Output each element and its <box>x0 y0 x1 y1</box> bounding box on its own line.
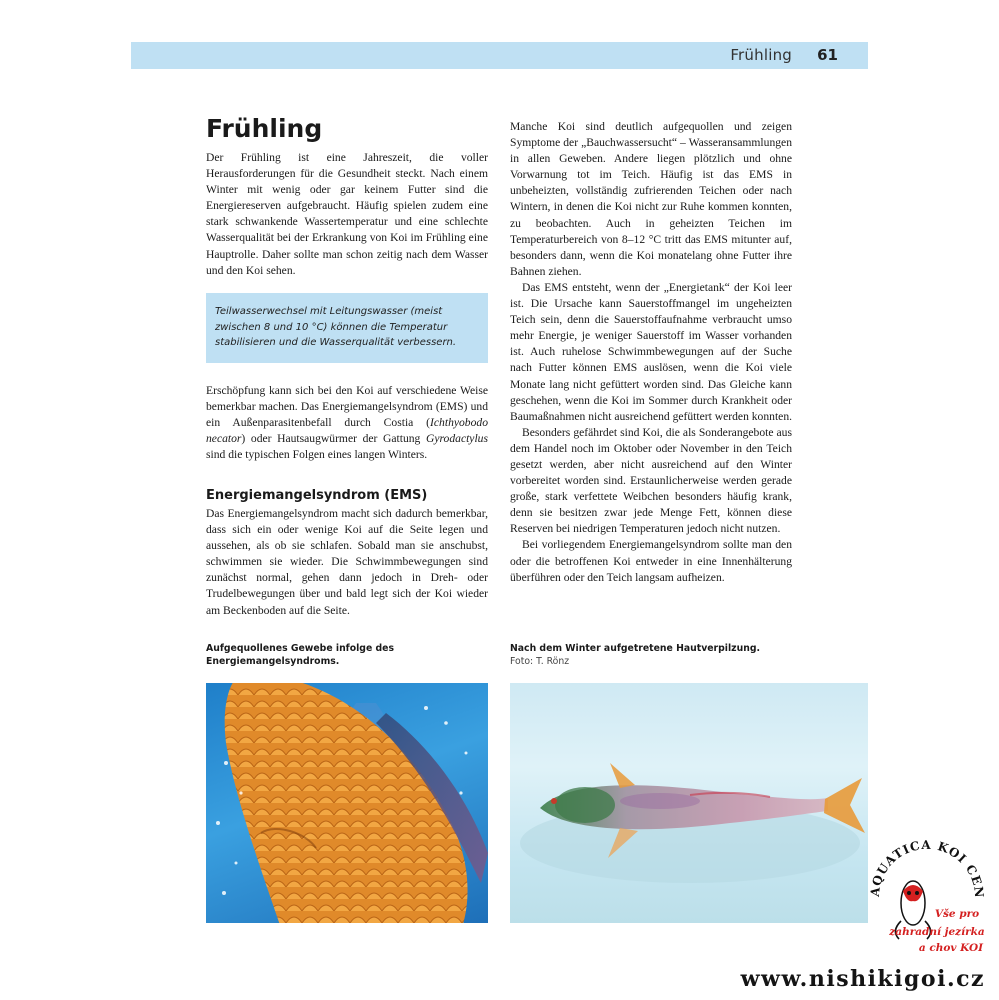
right-paragraph-4: Bei vorliegendem Energiemangelsyndrom sollte man den oder die betroffenen Koi entweder in eine Innenhälterung überführen oder den Teich langsam aufheizen. <box>510 538 792 584</box>
koi-illustration-left <box>206 683 488 923</box>
svg-text:AQUATICA KOI CENTRUM <box>865 835 986 899</box>
exhaustion-paragraph <box>206 383 488 463</box>
running-header <box>131 42 868 69</box>
logo-slogan-line-1: Vše pro <box>934 908 980 920</box>
watermark-url: www.nishikigoi.cz <box>740 966 985 992</box>
ems-paragraph <box>206 506 488 619</box>
photo-caption-left <box>206 642 491 668</box>
header-section-title: Frühling <box>730 46 792 64</box>
tip-box <box>206 293 488 363</box>
photo-fungal-koi <box>510 683 868 923</box>
photo-caption-right <box>510 642 810 668</box>
right-paragraph-2: Das EMS entsteht, wenn der „Energietank“ der Koi leer ist. Die Ursache kann Sauerstoffmangel im ungeheizten Teich sein, denn die Sauerstoffaufnahme verbraucht umso mehr Energie, je weniger Sauerstoff im Wasser vorhanden ist. Auch ruhelose Schwimmbewegungen auf der Suche nach Futter können EMS auslösen, wenn die Koi viele Monate lang nicht gefüttert worden sind. Das Gleiche kann geschehen, wenn die Koi im Sommer durch Krankheit oder Baumaßnahmen nicht ausreichend gefüttert werden konnten. <box>510 280 793 423</box>
ems-text: Das Energiemangelsyndrom macht sich dadurch bemerkbar, dass sich ein oder wenige Koi auf die Seite legen und aussehen, als ob sie schlafen. Sobald man sie anschubst, schwimmen sie wieder. Die Schwimmbewegungen sind zunächst normal, gehen dann jedoch in Dreh- oder Trudelbewegungen über und bald legt sich der Koi wieder am Beckenboden auf die Seite. <box>206 507 488 617</box>
right-paragraph-3: Besonders gefährdet sind Koi, die als Sonderangebote aus dem Handel noch im Oktober oder November in den Teich gesetzt werden, aber nicht ausreichend auf den Winter vorbereitet worden sind. Erstaunlicherweise werden gerade große, stark verfettete Weibchen besonders häufig krank, denn sie besitzen zwar jede Menge Fett, können diese Reserven bei niedrigen Temperaturen jedoch nicht nutzen. <box>510 425 792 536</box>
intro-paragraph <box>206 150 488 279</box>
section-heading-ems: Energiemangelsyndrom (EMS) <box>206 488 428 503</box>
right-column <box>510 119 792 586</box>
species-name-costia: Ichthyobodo necator <box>206 416 488 446</box>
logo-ring-text: AQUATICA KOI CEN <box>867 837 987 899</box>
logo-slogan-line-2: zahradní jezírka <box>889 926 985 938</box>
koi-logo-icon <box>865 835 990 970</box>
exhaustion-text <box>206 383 488 463</box>
exhaustion-text-3: sind die typischen Folgen eines langen Winters. <box>206 448 428 462</box>
tip-text: Teilwasserwechsel mit Leitungswasser (meist zwischen 8 und 10 °C) können die Temperatur stabilisieren und die Wasserqualität verbessern. <box>215 306 457 349</box>
photo-credit: Foto: T. Rönz <box>510 656 570 667</box>
genus-name-gyrodactylus: Gyrodactylus <box>425 432 488 446</box>
caption-left-text: Aufgequollenes Gewebe infolge des Energiemangelsyndroms. <box>206 643 394 667</box>
caption-right-text: Nach dem Winter aufgetretene Hautverpilzung. <box>510 643 761 654</box>
exhaustion-text-1: Erschöpfung kann sich bei den Koi auf verschiedene Weise bemerkbar machen. Das Energiemangelsyndrom (EMS) und ein Außenparasitenbefall durch Costia ( <box>206 384 488 430</box>
chapter-title: Frühling <box>206 114 323 143</box>
page-number: 61 <box>817 46 838 64</box>
intro-text: Der Frühling ist eine Jahreszeit, die voller Herausforderungen für die Gesundheit steckt. Nach einem Winter mit wenig oder gar keinem Futter sind die Energiereserven aufgebraucht. Häufig spielen zudem eine stark schwankende Wassertemperatur und eine schlechte Wasserqualität bei der Erkrankung von Koi im Frühling eine Hauptrolle. Daher sollte man schon zeitig nach dem Wasser und den Koi sehen. <box>206 151 488 277</box>
logo-slogan-line-3: a chov KOI <box>918 942 984 954</box>
exhaustion-text-2: ) oder Hautsaugwürmer der Gattung <box>241 432 426 446</box>
aquatica-koi-centrum-logo <box>865 835 990 970</box>
koi-illustration-right <box>510 683 868 923</box>
photo-swollen-koi <box>206 683 488 923</box>
right-paragraph-1: Manche Koi sind deutlich aufgequollen und zeigen Symptome der „Bauchwassersucht“ – Wasseransammlungen in allen Geweben. Andere liegen plötzlich und ohne Vorwarnung tot im Teich. Häufig ist das EMS in unbeheizten, vollständig zufrierenden Teichen oder nach Wintern, in denen die Koi nicht zur Ruhe kommen konnten, zu beobachten. Auch in geheizten Teichen im Temperaturbereich von 8–12 °C tritt das EMS mitunter auf, besonders dann, wenn die Koi monatelang ohne Futter ihre Bahnen ziehen. <box>510 120 792 278</box>
